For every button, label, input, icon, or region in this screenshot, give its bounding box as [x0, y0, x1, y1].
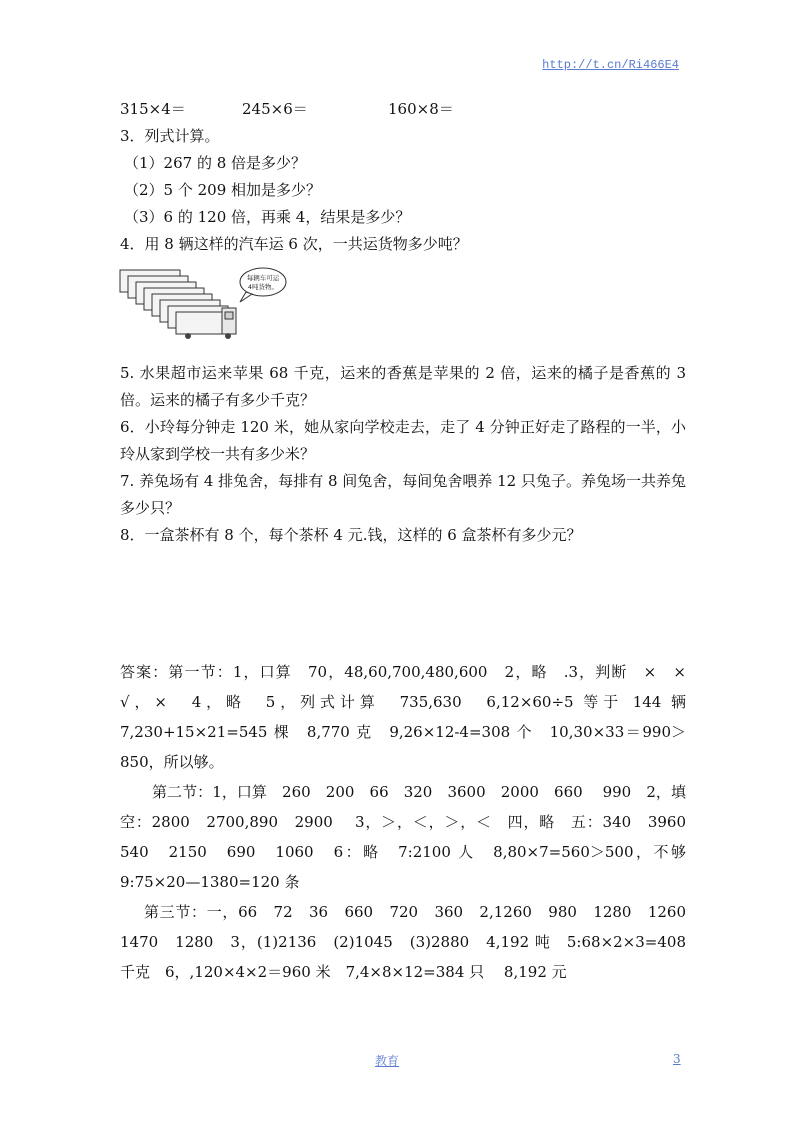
page-number[interactable]: 3	[673, 1052, 681, 1066]
question-7: 7. 养兔场有 4 排兔舍，每排有 8 间兔舍，每间兔舍喂养 12 只兔子。养兔场一共养兔多少只？	[120, 472, 686, 517]
calc-item: 160×8＝	[388, 100, 454, 118]
question-3-item-1: （1）267 的 8 倍是多少？	[124, 154, 307, 172]
answers-section-2: 第二节：1，口算 260 200 66 320 3600 2000 660 990 2，填空：2800 2700,890 2900 3，＞，＜，＞，＜ 四，略 五：340 3960 540 2150 690 1060 6：略 7:2100 人 8,80×7=560＞500，不够 9:75×20—1380=120 条	[120, 783, 702, 891]
question-5: 5. 水果超市运来苹果 68 千克，运来的香蕉是苹果的 2 倍，运来的橘子是香蕉的 3 倍。运来的橘子有多少千克？	[120, 364, 686, 409]
answers-section-1: 答案：第一节：1，口算 70，48,60,700,480,600 2，略 .3，判断 × × √，× 4，略 5，列式计算 735,630 6,12×60÷5 等于 144 辆 7,230+15×21=545 棵 8,770 克 9,26×12-4=308 个 10,30×33＝990＞850，所以够。	[120, 663, 702, 771]
header-url-link[interactable]: http://t.cn/Ri466E4	[542, 58, 679, 72]
calc-row	[120, 96, 686, 123]
question-8: 8．一盒茶杯有 8 个，每个茶杯 4 元.钱，这样的 6 盒茶杯有多少元？	[120, 526, 582, 544]
calc-item: 245×6＝	[242, 100, 308, 118]
question-3-item-2: （2）5 个 209 相加是多少？	[124, 181, 322, 199]
trucks-illustration	[118, 264, 288, 346]
worksheet-content	[120, 96, 702, 987]
speech-bubble-line-1: 每辆车可运	[246, 274, 280, 282]
speech-bubble-line-2: 4吨货物。	[247, 283, 279, 291]
question-6: 6．小玲每分钟走 120 米，她从家向学校走去，走了 4 分钟正好走了路程的一半，小玲从家到学校一共有多少米？	[120, 418, 686, 463]
answers-section	[120, 657, 702, 987]
question-4: 4．用 8 辆这样的汽车运 6 次，一共运货物多少吨？	[120, 235, 468, 253]
question-3-title: 3．列式计算。	[120, 127, 220, 145]
calc-item: 315×4＝	[120, 100, 186, 118]
question-3-item-3: （3）6 的 120 倍，再乘 4，结果是多少？	[124, 208, 411, 226]
footer-link[interactable]: 教育	[375, 1054, 400, 1068]
answers-section-3: 第三节：一，66 72 36 660 720 360 2,1260 980 1280 1260 1470 1280 3，(1)2136 (2)1045 (3)2880 4,192 吨 5:68×2×3=408 千克 6，,120×4×2＝960 米 7,4×8×12=384 只 8,192 元	[120, 903, 702, 981]
